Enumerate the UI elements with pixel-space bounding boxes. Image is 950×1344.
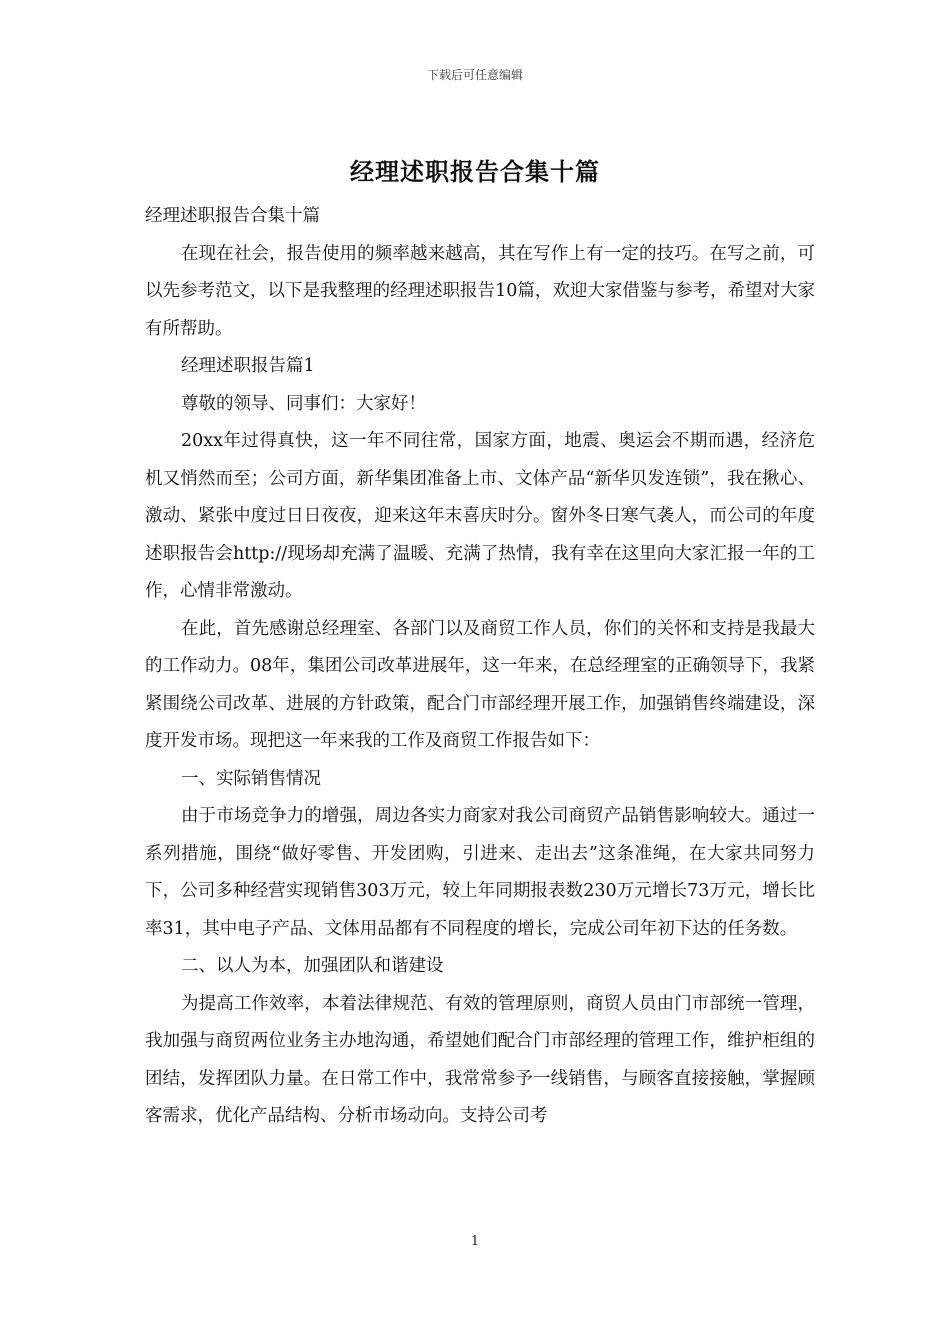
- page-header-note: 下载后可任意编辑: [426, 68, 523, 82]
- body-paragraph: 20xx年过得真快，这一年不同往常，国家方面，地震、奥运会不期而遇，经济危机又悄然而至；公司方面，新华集团准备上市、文体产品“新华贝发连锁”，我在揪心、激动、紧张中度过日日夜夜，迎来这年末喜庆时分。窗外冬日寒气袭人，而公司的年度述职报告会http://现场却充满了温暖、充满了热情，我有幸在这里向大家汇报一年的工作，心情非常激动。: [145, 431, 815, 601]
- greeting-paragraph: 尊敬的领导、同事们：大家好！: [181, 393, 426, 414]
- section-heading-team: 二、以人为本，加强团队和谐建设: [181, 956, 444, 976]
- intro-paragraph: 在现在社会，报告使用的频率越来越高，其在写作上有一定的技巧。在写之前，可以先参考范文，以下是我整理的经理述职报告10篇，欢迎大家借鉴与参考，希望对大家有所帮助。: [145, 243, 815, 339]
- body-paragraph: 由于市场竞争力的增强，周边各实力商家对我公司商贸产品销售影响较大。通过一系列措施，围绕“做好零售、开发团购，引进来、走出去”这条准绳，在大家共同努力下，公司多种经营实现销售303万元，较上年同期报表数230万元增长73万元，增长比率31，其中电子产品、文体用品都有不同程度的增长，完成公司年初下达的任务数。: [145, 806, 815, 939]
- document-body: [145, 198, 815, 1136]
- body-paragraph: 为提高工作效率，本着法律规范、有效的管理原则，商贸人员由门市部统一管理，我加强与商贸两位业务主办地沟通，希望她们配合门市部经理的管理工作，维护柜组的团结，发挥团队力量。在日常工作中，我常常参予一线销售，与顾客直接接触，掌握顾客需求，优化产品结构、分析市场动向。支持公司考: [145, 993, 815, 1126]
- page-number: 1: [470, 1234, 480, 1249]
- section-heading-report-1: 经理述职报告篇1: [181, 356, 315, 376]
- section-heading-sales: 一、实际销售情况: [181, 768, 321, 789]
- document-title: 经理述职报告合集十篇: [350, 157, 600, 186]
- body-paragraph: 在此，首先感谢总经理室、各部门以及商贸工作人员，你们的关怀和支持是我最大的工作动力。08年，集团公司改革进展年，这一年来，在总经理室的正确领导下，我紧紧围绕公司改革、进展的方针政策，配合门市部经理开展工作，加强销售终端建设，深度开发市场。现把这一年来我的工作及商贸工作报告如下：: [145, 618, 815, 751]
- document-subtitle-paragraph: 经理述职报告合集十篇: [145, 206, 320, 226]
